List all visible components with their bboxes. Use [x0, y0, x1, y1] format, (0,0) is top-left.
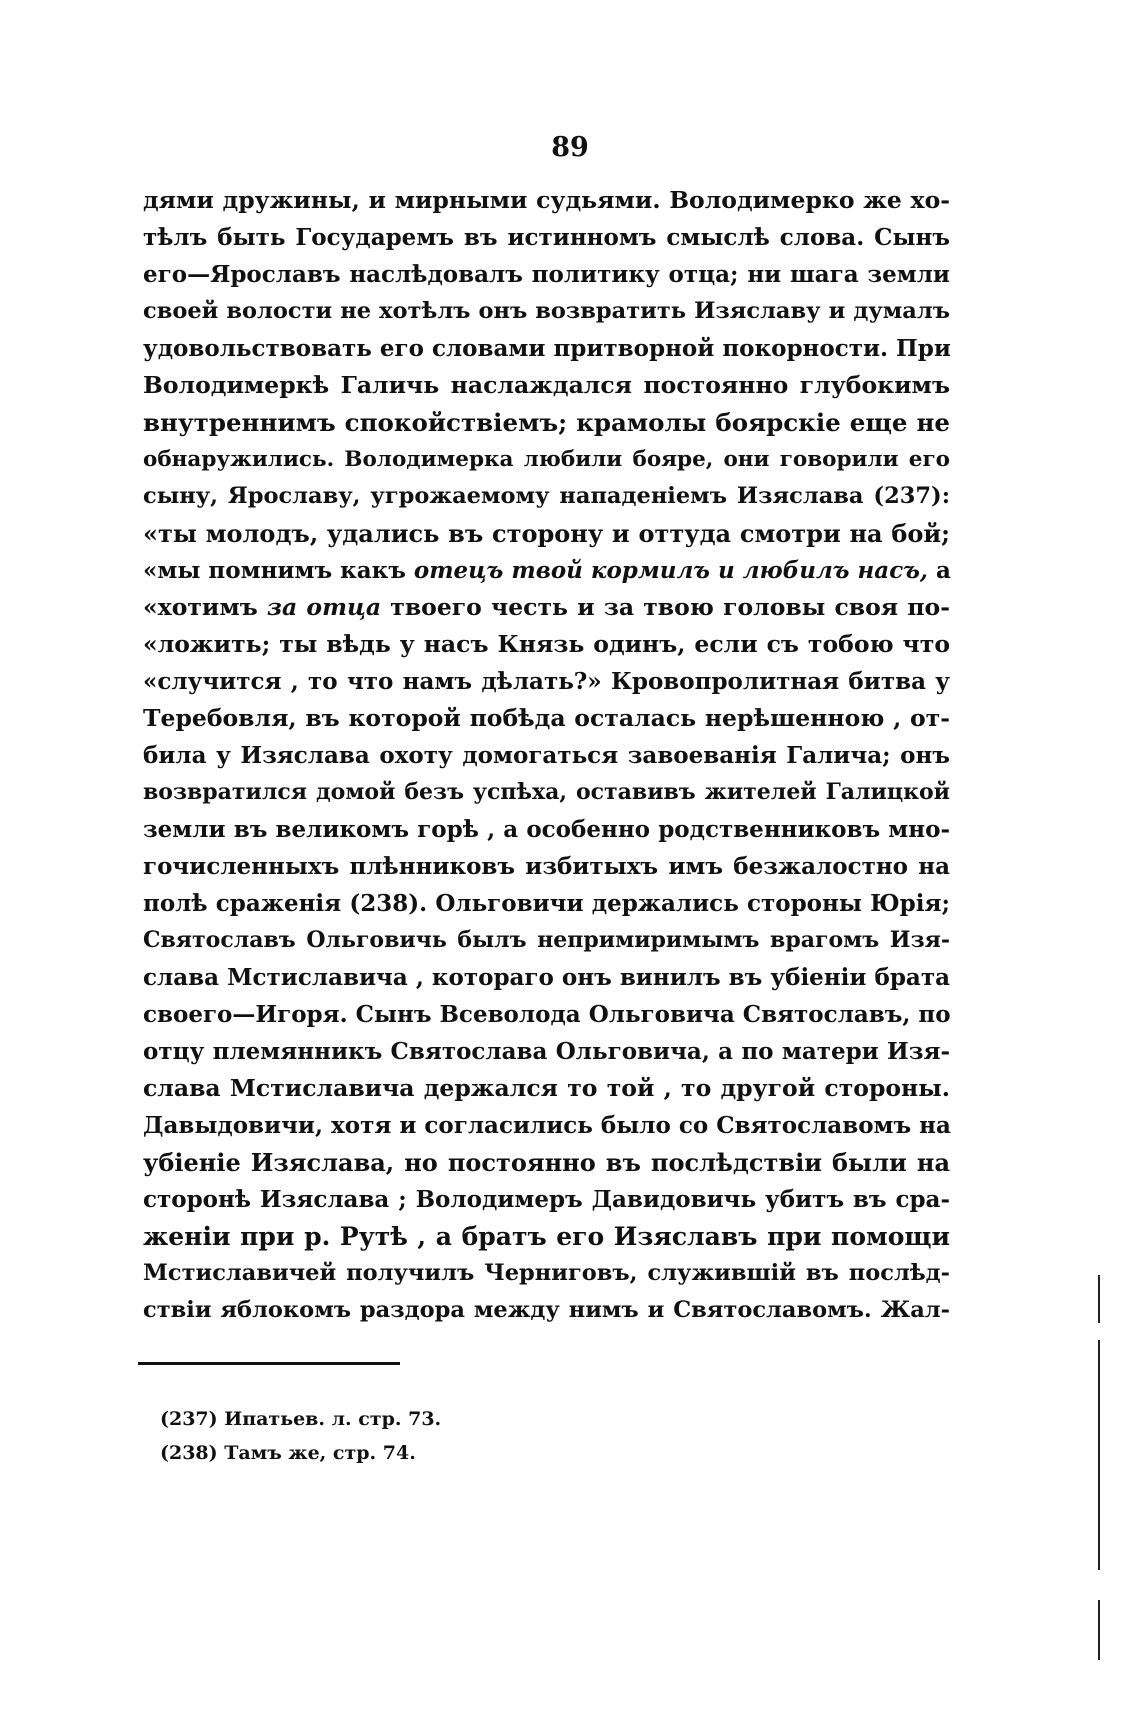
- text-line: [143, 478, 950, 515]
- text-run: твоего честь и за твою головы своя по-: [381, 593, 950, 621]
- text-run: его—Ярославъ наслѣдовалъ политику отца; ни шага земли: [143, 261, 950, 288]
- text-run: «мы помнимъ какъ: [143, 557, 414, 584]
- text-line: [143, 1107, 950, 1144]
- text-run: внутреннимъ спокойствіемъ; крамолы боярскіе еще не: [143, 408, 950, 437]
- text-run: убіеніе Изяслава, но постоянно въ послѣдствіи были на: [143, 1148, 950, 1177]
- text-run: била у Изяслава охоту домогаться завоеванія Галича; онъ: [143, 742, 950, 769]
- text-run: «случится , то что намъ дѣлать?» Кровопролитная битва у: [143, 668, 950, 695]
- italic-quote: за отца: [267, 593, 382, 621]
- footnote-rule: [138, 1362, 400, 1365]
- text-run: ствіи яблокомъ раздора между нимъ и Святославомъ. Жал-: [143, 1297, 950, 1323]
- margin-mark: [1098, 1600, 1100, 1660]
- text-run: «ложить; ты вѣдь у насъ Князь одинъ, если съ тобою что: [143, 630, 950, 658]
- page-number: 89: [551, 132, 589, 163]
- text-line: [143, 404, 950, 441]
- text-line: [143, 1033, 950, 1070]
- text-line: [143, 700, 950, 737]
- text-line: [143, 922, 950, 959]
- text-line: [143, 552, 950, 589]
- text-line: [143, 515, 950, 552]
- body-text: [143, 182, 950, 1329]
- footnotes: [160, 1402, 441, 1470]
- text-run: Мстиславичей получилъ Черниговъ, служившій въ послѣд-: [143, 1260, 950, 1286]
- footnote-238: (238) Тамъ же, стр. 74.: [160, 1442, 416, 1464]
- text-run: земли въ великомъ горѣ , а особенно родственниковъ мно-: [143, 816, 950, 843]
- text-line: [143, 293, 950, 330]
- text-line: [143, 626, 950, 663]
- text-run: «хотимъ: [143, 593, 267, 621]
- text-run: женіи при р. Рутѣ , а братъ его Изяславъ при помощи: [143, 1222, 950, 1251]
- text-run: Святославъ Ольговичь былъ непримиримымъ врагомъ Изя-: [143, 927, 950, 953]
- footnote-237: (237) Ипатьев. л. стр. 73.: [160, 1408, 442, 1430]
- text-run: дями дружины, и мирными судьями. Володимерко же хо-: [143, 186, 950, 214]
- text-run: сыну, Ярославу, угрожаемому нападеніемъ Изяслава (237):: [143, 483, 950, 509]
- text-line: [143, 256, 950, 293]
- text-line: [143, 1181, 950, 1218]
- text-line: [143, 182, 950, 219]
- text-run: гочисленныхъ плѣнниковъ избитыхъ имъ безжалостно на: [143, 853, 950, 880]
- text-line: [143, 1070, 950, 1107]
- text-run: своей волости не хотѣлъ онъ возвратить Изяславу и думалъ: [143, 298, 950, 324]
- text-run: Теребовля, въ которой побѣда осталась нерѣшенною , от-: [143, 704, 950, 732]
- text-run: обнаружились. Володимерка любили бояре, они говорили его: [143, 447, 950, 472]
- text-run: Давыдовичи, хотя и согласились было со Святославомъ на: [143, 1112, 951, 1139]
- text-line: [143, 219, 950, 256]
- margin-mark: [1098, 1340, 1100, 1570]
- text-line: [143, 996, 950, 1033]
- text-run: возвратился домой безъ успѣха, оставивъ жителей Галицкой: [143, 779, 950, 805]
- text-run: удовольствовать его словами притворной покорности. При: [143, 335, 951, 362]
- text-run: сторонѣ Изяслава ; Володимеръ Давидовичь убитъ въ сра-: [143, 1186, 950, 1213]
- text-line: [143, 774, 950, 811]
- text-run: полѣ сраженія (238). Ольговичи держались стороны Юрія;: [143, 890, 950, 917]
- text-line: [143, 1144, 950, 1181]
- text-run: слава Мстиславича держался то той , то другой стороны.: [143, 1074, 950, 1102]
- margin-mark: [1098, 1275, 1100, 1323]
- text-line: [143, 330, 950, 367]
- text-line: [143, 1218, 950, 1255]
- text-line: [143, 663, 950, 700]
- italic-quote: отецъ твой кормилъ и любилъ насъ,: [413, 557, 928, 584]
- text-line: [143, 848, 950, 885]
- text-run: а: [927, 557, 951, 584]
- text-line: [143, 959, 950, 996]
- text-run: своего—Игоря. Сынъ Всеволода Ольговича Святославъ, по: [143, 1001, 951, 1028]
- text-line: [143, 811, 950, 848]
- text-line: [143, 589, 950, 626]
- text-run: «ты молодъ, удались въ сторону и оттуда смотри на бой;: [143, 519, 950, 548]
- text-line: [143, 737, 950, 774]
- text-run: слава Мстиславича , котораго онъ винилъ въ убіеніи брата: [143, 964, 950, 991]
- text-line: [143, 885, 950, 922]
- text-line: [143, 367, 950, 404]
- text-run: Володимеркѣ Галичь наслаждался постоянно глубокимъ: [143, 371, 950, 399]
- text-line: [143, 441, 950, 478]
- text-run: тѣлъ быть Государемъ въ истинномъ смыслѣ слова. Сынъ: [143, 224, 950, 251]
- text-run: отцу племянникъ Святослава Ольговича, а по матери Изя-: [143, 1038, 950, 1065]
- text-line: [143, 1255, 950, 1292]
- text-line: [143, 1292, 950, 1329]
